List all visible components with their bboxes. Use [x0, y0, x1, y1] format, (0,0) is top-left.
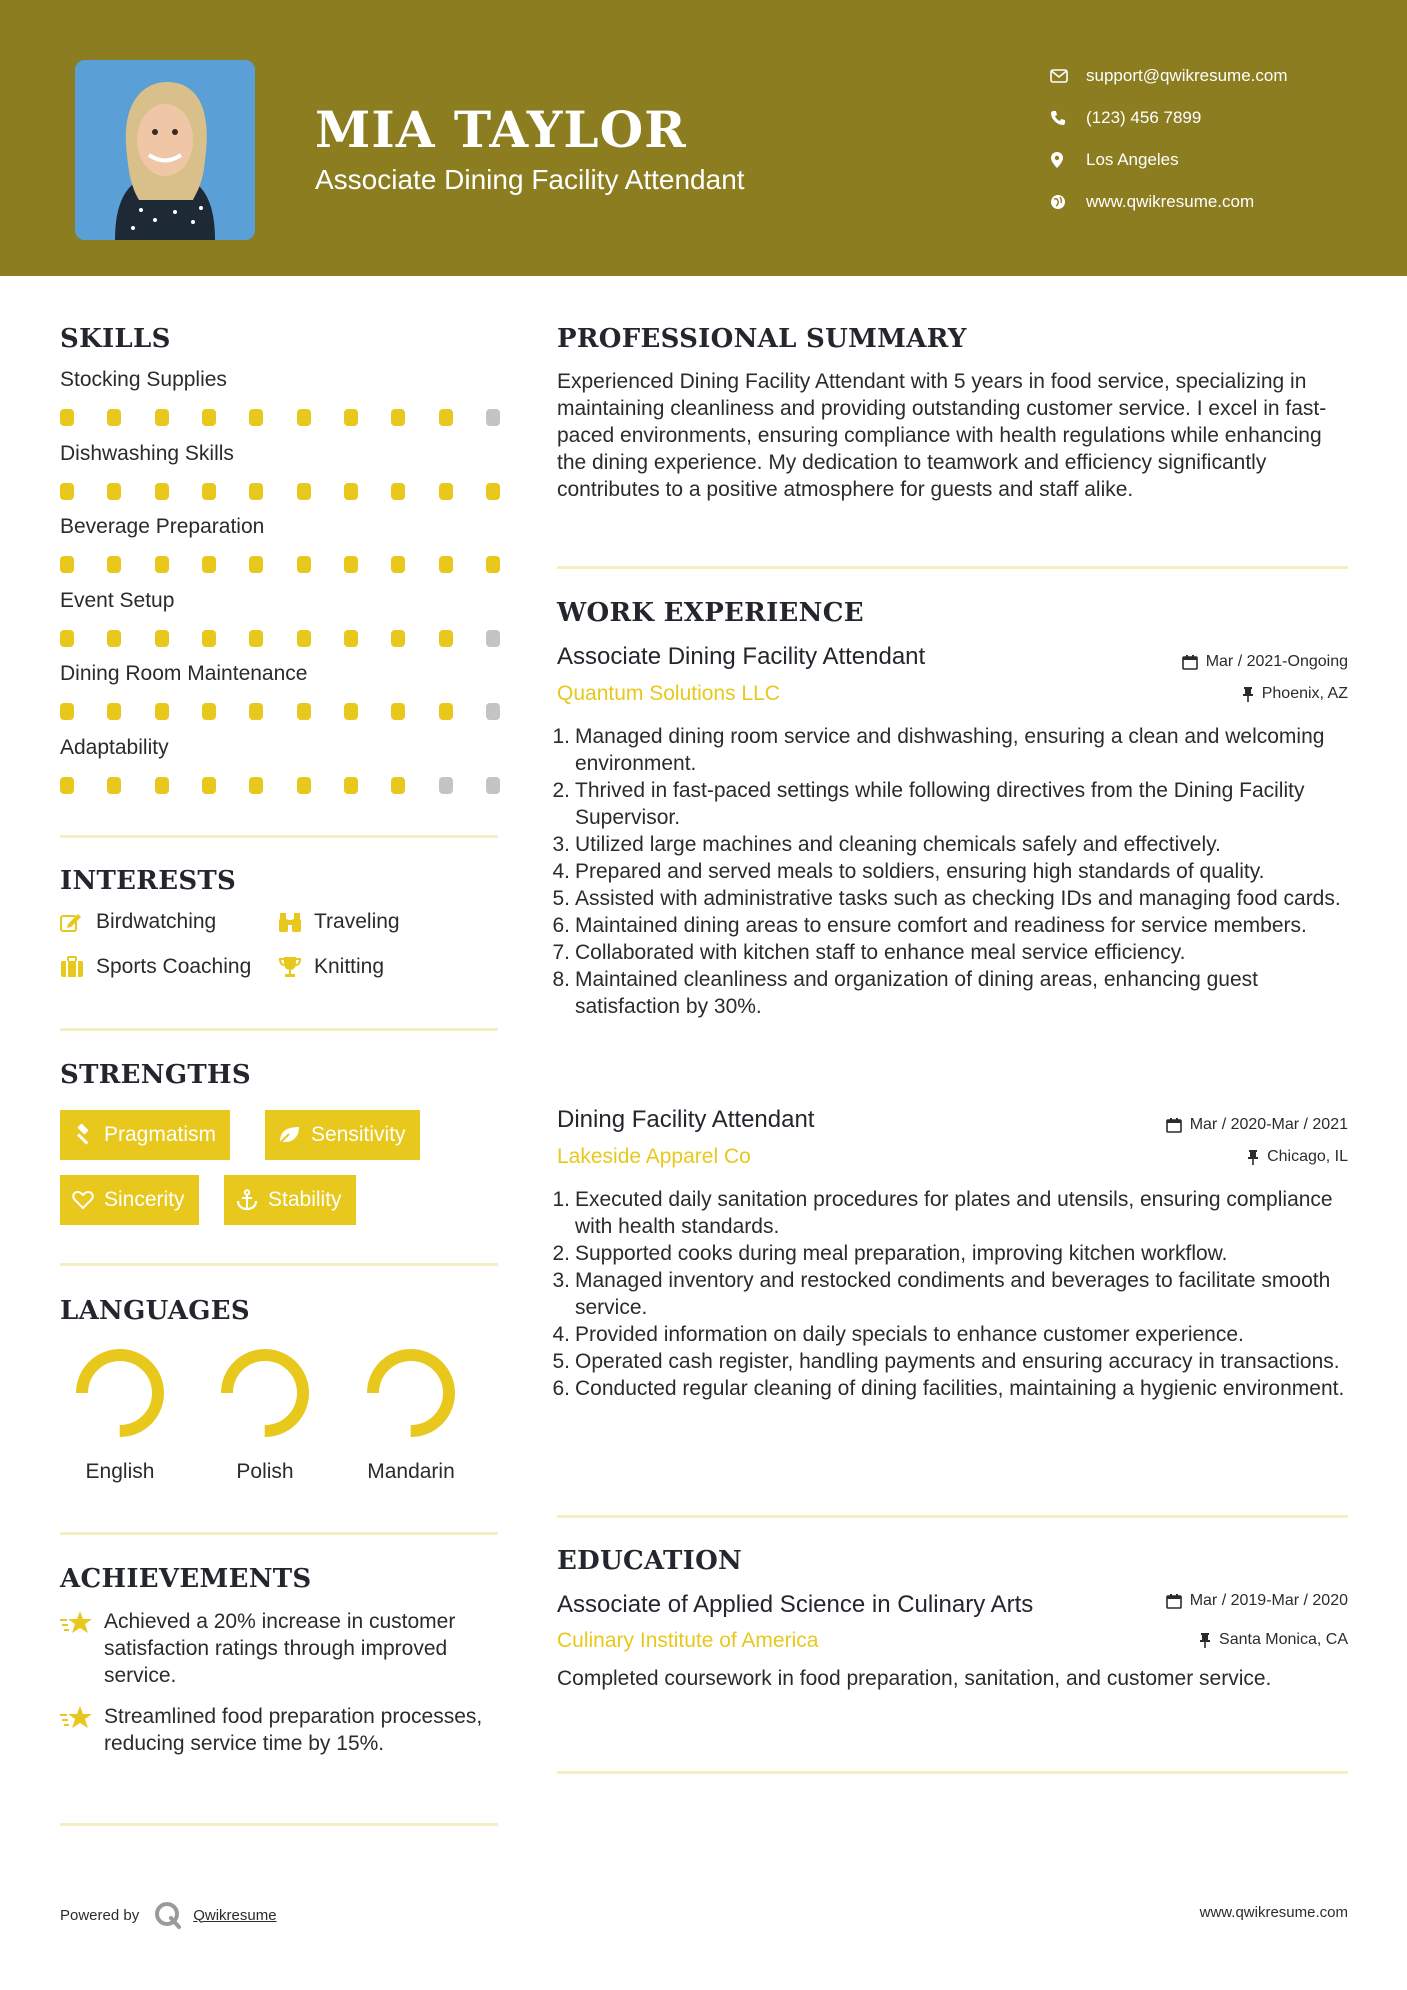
job-location	[1247, 1148, 1348, 1166]
rating-dot-filled	[60, 777, 74, 794]
section-divider	[60, 1823, 498, 1826]
skill-name: Beverage Preparation	[60, 515, 265, 538]
contact-location-text: Los Angeles	[1086, 150, 1179, 169]
duty-item: 4. Prepared and served meals to soldiers, ensuring high standards of quality.	[552, 860, 1265, 883]
skill-rating	[60, 703, 500, 720]
gavel-icon	[72, 1124, 94, 1146]
binoculars-icon	[278, 911, 314, 933]
envelope-icon	[1050, 69, 1086, 83]
duty-item: 3. Managed inventory and restocked condiments and beverages to facilitate smooth service.	[552, 1269, 1331, 1319]
star-icon	[60, 1608, 104, 1689]
duty-item: 1. Executed daily sanitation procedures for plates and utensils, ensuring compliance with health standards.	[552, 1188, 1333, 1238]
job-dates	[1166, 1116, 1348, 1134]
job-location-text: Chicago, IL	[1267, 1148, 1348, 1165]
job-location	[1242, 685, 1348, 703]
duty-item: 2. Thrived in fast-paced settings while following directives from the Dining Facility Supervisor.	[552, 779, 1305, 829]
strength-sincerity	[60, 1175, 199, 1225]
rating-dot-filled	[439, 483, 453, 500]
rating-dot-filled	[60, 630, 74, 647]
rating-dot-filled	[391, 703, 405, 720]
strength-pragmatism	[60, 1110, 230, 1160]
job-title: Associate Dining Facility Attendant	[557, 643, 926, 670]
achievements-heading: ACHIEVEMENTS	[60, 1564, 312, 1594]
section-divider	[60, 835, 498, 838]
strength-label: Stability	[268, 1188, 342, 1211]
job-title: Dining Facility Attendant	[557, 1106, 815, 1133]
rating-dot-filled	[439, 630, 453, 647]
resume-header	[0, 0, 1407, 276]
education-dates-text: Mar / 2019-Mar / 2020	[1189, 1592, 1348, 1609]
star-icon	[60, 1703, 104, 1757]
rating-dot-filled	[107, 777, 121, 794]
skill-rating	[60, 777, 500, 794]
rating-dot-filled	[297, 703, 311, 720]
education-location-text: Santa Monica, CA	[1219, 1631, 1348, 1648]
footer-powered-by	[60, 1900, 277, 1930]
duty-item: 1. Managed dining room service and dishwashing, ensuring a clean and welcoming environment.	[552, 725, 1325, 775]
language-name: English	[85, 1460, 155, 1483]
rating-dot-filled	[60, 556, 74, 573]
education-heading: EDUCATION	[557, 1546, 743, 1576]
candidate-role: Associate Dining Facility Attendant	[315, 164, 745, 195]
contact-phone[interactable]	[1050, 97, 1288, 139]
section-divider	[557, 1771, 1348, 1774]
job-company: Lakeside Apparel Co	[557, 1145, 751, 1168]
skill-row	[60, 662, 500, 720]
duty-item: 5. Operated cash register, handling payments and ensuring accuracy in transactions.	[552, 1350, 1340, 1373]
skill-name: Dishwashing Skills	[60, 441, 234, 465]
job-location-text: Phoenix, AZ	[1261, 685, 1348, 702]
interest-label: Traveling	[314, 910, 400, 933]
duty-item: 7. Collaborated with kitchen staff to enhance meal service efficiency.	[552, 941, 1186, 964]
strength-label: Sincerity	[104, 1188, 185, 1211]
brand-link[interactable]: Qwikresume	[193, 1906, 277, 1924]
strength-label: Pragmatism	[104, 1123, 217, 1146]
skill-name: Dining Room Maintenance	[60, 662, 308, 685]
language-gauge	[220, 1348, 310, 1438]
duty-item: 6. Maintained dining areas to ensure comfort and readiness for service members.	[552, 914, 1307, 937]
achievement-item	[60, 1608, 500, 1689]
rating-dot-filled	[439, 409, 453, 426]
rating-dot-filled	[297, 483, 311, 500]
duty-item: 5. Assisted with administrative tasks such as checking IDs and managing food cards.	[552, 887, 1341, 910]
rating-dot-filled	[391, 630, 405, 647]
language-gauge	[75, 1348, 165, 1438]
rating-dot-filled	[249, 777, 263, 794]
interest-label: Knitting	[314, 955, 385, 978]
strengths-heading: STRENGTHS	[60, 1060, 251, 1090]
rating-dot-filled	[249, 409, 263, 426]
interest-traveling	[278, 910, 400, 934]
rating-dot-filled	[60, 483, 74, 500]
rating-dot-filled	[344, 409, 358, 426]
section-divider	[60, 1028, 498, 1031]
rating-dot-filled	[202, 630, 216, 647]
rating-dot-filled	[439, 703, 453, 720]
qwikresume-logo-icon	[153, 1900, 183, 1930]
achievement-text: Achieved a 20% increase in customer satisfaction ratings through improved service.	[104, 1610, 456, 1687]
profile-photo	[75, 60, 255, 240]
rating-dot-filled	[155, 556, 169, 573]
rating-dot-filled	[344, 703, 358, 720]
phone-icon	[1050, 110, 1086, 126]
rating-dot-filled	[107, 409, 121, 426]
duty-item: 3. Utilized large machines and cleaning chemicals safely and effectively.	[552, 833, 1221, 856]
rating-dot-filled	[155, 483, 169, 500]
job-dates-text: Mar / 2021-Ongoing	[1205, 653, 1348, 670]
contact-location	[1050, 139, 1288, 181]
job-dates-text: Mar / 2020-Mar / 2021	[1189, 1116, 1348, 1133]
interest-label: Sports Coaching	[96, 955, 252, 978]
degree-title: Associate of Applied Science in Culinary Arts	[557, 1591, 1034, 1618]
rating-dot-filled	[249, 630, 263, 647]
duty-item: 2. Supported cooks during meal preparation, improving kitchen workflow.	[552, 1242, 1228, 1265]
contact-email-text: support@qwikresume.com	[1086, 66, 1288, 85]
section-divider	[60, 1263, 498, 1266]
skill-rating	[60, 630, 500, 647]
achievement-text: Streamlined food preparation processes, reducing service time by 15%.	[104, 1705, 483, 1755]
strength-label: Sensitivity	[311, 1123, 406, 1146]
rating-dot-filled	[155, 777, 169, 794]
anchor-icon	[236, 1189, 258, 1211]
pushpin-icon	[1199, 1632, 1211, 1648]
contact-email[interactable]	[1050, 55, 1288, 97]
contact-website[interactable]	[1050, 181, 1288, 223]
contact-website-text: www.qwikresume.com	[1086, 192, 1255, 211]
skill-row	[60, 442, 500, 500]
rating-dot-empty	[486, 630, 500, 647]
experience-heading: WORK EXPERIENCE	[557, 598, 864, 628]
pencil-icon	[60, 912, 96, 932]
school-name: Culinary Institute of America	[557, 1629, 819, 1652]
pushpin-icon	[1242, 686, 1254, 702]
skill-row	[60, 515, 500, 573]
duty-item: 6. Conducted regular cleaning of dining facilities, maintaining a hygienic environment.	[552, 1377, 1345, 1400]
rating-dot-empty	[486, 703, 500, 720]
education-description: Completed coursework in food preparation, sanitation, and customer service.	[557, 1667, 1272, 1690]
rating-dot-filled	[344, 556, 358, 573]
interest-sports-coaching	[60, 955, 251, 979]
duty-item: 4. Provided information on daily specials to enhance customer experience.	[552, 1323, 1244, 1346]
rating-dot-filled	[60, 409, 74, 426]
language-polish	[205, 1348, 325, 1484]
rating-dot-filled	[297, 630, 311, 647]
rating-dot-filled	[391, 556, 405, 573]
rating-dot-filled	[202, 556, 216, 573]
trophy-icon	[278, 956, 314, 978]
rating-dot-filled	[202, 703, 216, 720]
skill-row	[60, 736, 500, 794]
contact-phone-text: (123) 456 7899	[1086, 108, 1202, 127]
candidate-name: MIA TAYLOR	[315, 100, 687, 159]
rating-dot-filled	[107, 483, 121, 500]
rating-dot-filled	[486, 483, 500, 500]
rating-dot-filled	[344, 777, 358, 794]
calendar-icon	[1166, 1117, 1182, 1133]
skill-rating	[60, 483, 500, 500]
rating-dot-filled	[297, 556, 311, 573]
skill-name: Event Setup	[60, 588, 175, 612]
skill-rating	[60, 409, 500, 426]
powered-by-label: Powered by	[60, 1906, 140, 1924]
interest-birdwatching	[60, 910, 216, 934]
section-divider	[557, 1515, 1348, 1518]
pushpin-icon	[1247, 1149, 1259, 1165]
rating-dot-filled	[155, 630, 169, 647]
rating-dot-filled	[297, 409, 311, 426]
contact-list	[1050, 55, 1288, 223]
duty-item: 8. Maintained cleanliness and organization of dining areas, enhancing guest satisfaction by 30%.	[552, 968, 1258, 1018]
rating-dot-filled	[344, 483, 358, 500]
language-mandarin	[351, 1348, 471, 1484]
skill-name: Adaptability	[60, 735, 169, 759]
job-company: Quantum Solutions LLC	[557, 682, 780, 705]
briefcase-icon	[60, 956, 96, 978]
rating-dot-filled	[439, 556, 453, 573]
footer-url[interactable]: www.qwikresume.com	[1199, 1904, 1348, 1921]
job-duties-list	[550, 1186, 1350, 1402]
rating-dot-filled	[107, 630, 121, 647]
language-english	[60, 1348, 180, 1484]
section-divider	[557, 566, 1348, 569]
languages-heading: LANGUAGES	[60, 1296, 250, 1326]
interest-label: Birdwatching	[96, 910, 217, 933]
rating-dot-filled	[486, 556, 500, 573]
map-pin-icon	[1050, 151, 1086, 169]
skills-heading: SKILLS	[60, 324, 171, 354]
summary-heading: PROFESSIONAL SUMMARY	[557, 324, 967, 354]
skill-rating	[60, 556, 500, 573]
globe-icon	[1050, 194, 1086, 210]
skill-row	[60, 368, 500, 426]
strength-sensitivity	[265, 1110, 420, 1160]
language-name: Polish	[236, 1460, 294, 1483]
rating-dot-filled	[391, 409, 405, 426]
education-location	[1199, 1631, 1348, 1649]
rating-dot-filled	[391, 777, 405, 794]
heart-icon	[72, 1190, 94, 1210]
rating-dot-filled	[249, 703, 263, 720]
job-duties-list	[550, 723, 1350, 1020]
rating-dot-filled	[391, 483, 405, 500]
section-divider	[60, 1532, 498, 1535]
achievement-item	[60, 1703, 500, 1757]
rating-dot-filled	[60, 703, 74, 720]
calendar-icon	[1182, 654, 1198, 670]
skill-row	[60, 589, 500, 647]
language-name: Mandarin	[367, 1460, 455, 1483]
strength-stability	[224, 1175, 356, 1225]
rating-dot-filled	[249, 483, 263, 500]
rating-dot-filled	[155, 409, 169, 426]
education-dates	[1166, 1592, 1348, 1610]
summary-text: Experienced Dining Facility Attendant with 5 years in food service, specializing in maintaining cleanliness and providing outstanding customer service. I excel in fast-paced environments, ensuring compliance with health regulations while enhancing the dining experience. My dedication to teamwork and efficiency significantly contributes to a positive atmosphere for guests and staff alike.	[557, 370, 1327, 501]
rating-dot-filled	[202, 409, 216, 426]
rating-dot-filled	[249, 556, 263, 573]
skill-name: Stocking Supplies	[60, 368, 227, 391]
rating-dot-empty	[439, 777, 453, 794]
rating-dot-filled	[155, 703, 169, 720]
rating-dot-empty	[486, 777, 500, 794]
rating-dot-empty	[486, 409, 500, 426]
rating-dot-filled	[107, 556, 121, 573]
interest-knitting	[278, 955, 384, 979]
rating-dot-filled	[202, 777, 216, 794]
interests-heading: INTERESTS	[60, 866, 237, 896]
calendar-icon	[1166, 1593, 1182, 1609]
rating-dot-filled	[344, 630, 358, 647]
job-dates	[1182, 653, 1348, 671]
rating-dot-filled	[107, 703, 121, 720]
rating-dot-filled	[202, 483, 216, 500]
leaf-icon	[277, 1125, 301, 1145]
rating-dot-filled	[297, 777, 311, 794]
language-gauge	[366, 1348, 456, 1438]
